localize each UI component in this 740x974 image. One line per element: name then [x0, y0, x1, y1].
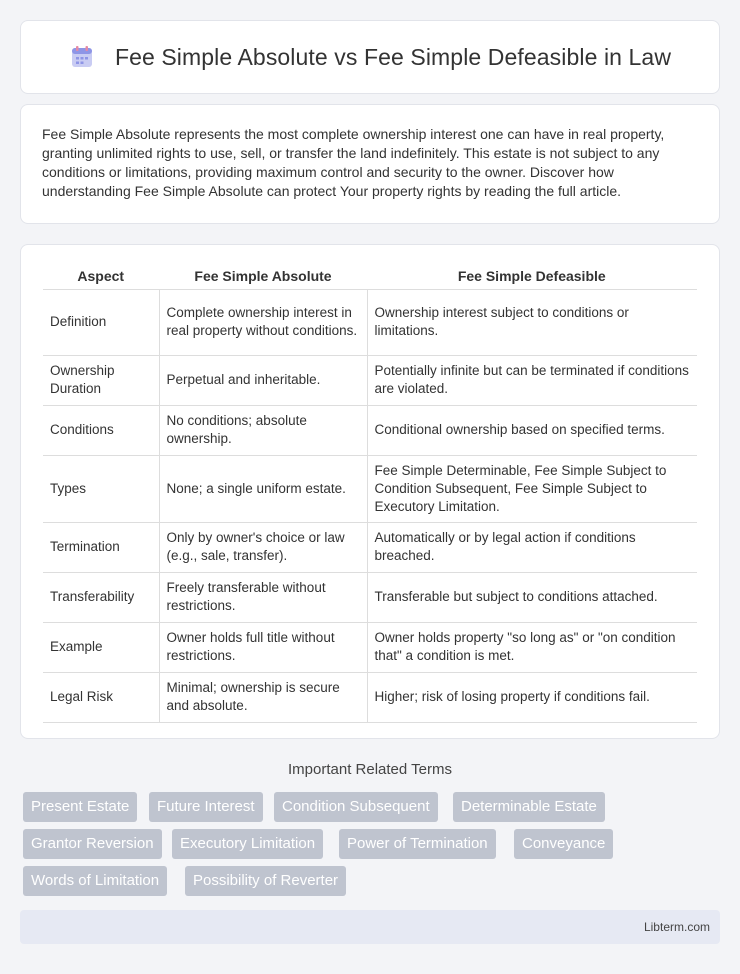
table-cell: None; a single uniform estate.	[159, 455, 367, 522]
table-row	[43, 522, 697, 572]
table-cell: Freely transferable without restrictions.	[159, 572, 367, 622]
tag-condition-subsequent[interactable]: Condition Subsequent	[274, 792, 438, 822]
table-cell: Complete ownership interest in real property without conditions.	[159, 289, 367, 355]
table-cell: Termination	[43, 522, 159, 572]
tag-future-interest[interactable]: Future Interest	[149, 792, 263, 822]
tag-present-estate[interactable]: Present Estate	[23, 792, 137, 822]
footer	[20, 910, 720, 944]
header-card	[20, 20, 720, 94]
table-cell: Automatically or by legal action if conditions breached.	[367, 522, 697, 572]
table-cell: Owner holds full title without restrictions.	[159, 622, 367, 672]
table-cell: Conditional ownership based on specified terms.	[367, 405, 697, 455]
header-fee-simple-defeasible: Fee Simple Defeasible	[367, 265, 697, 289]
intro-card	[20, 104, 720, 224]
tag-conveyance[interactable]: Conveyance	[514, 829, 613, 859]
table-cell: Types	[43, 455, 159, 522]
table-row	[43, 622, 697, 672]
table-cell: Only by owner's choice or law (e.g., sale, transfer).	[159, 522, 367, 572]
table-row	[43, 355, 697, 405]
tag-possibility-of-reverter[interactable]: Possibility of Reverter	[185, 866, 346, 896]
comparison-table	[43, 265, 697, 723]
table-header-row	[43, 265, 697, 289]
table-row	[43, 672, 697, 722]
table-cell: Ownership interest subject to conditions or limitations.	[367, 289, 697, 355]
table-cell: Transferable but subject to conditions attached.	[367, 572, 697, 622]
table-cell: Higher; risk of losing property if conditions fail.	[367, 672, 697, 722]
table-cell: Minimal; ownership is secure and absolute.	[159, 672, 367, 722]
table-cell: Conditions	[43, 405, 159, 455]
tag-executory-limitation[interactable]: Executory Limitation	[172, 829, 323, 859]
table-cell: Potentially infinite but can be terminated if conditions are violated.	[367, 355, 697, 405]
intro-text: Fee Simple Absolute represents the most complete ownership interest one can have in real property, granting unlimited rights to use, sell, or transfer the land indefinitely. This estate is not subject to any conditions or limitations, providing maximum control and security to the owner. Discover how understanding Fee Simple Absolute can protect Your property rights by reading the full article.	[42, 126, 665, 199]
table-cell: Example	[43, 622, 159, 672]
table-cell: Perpetual and inheritable.	[159, 355, 367, 405]
tag-power-of-termination[interactable]: Power of Termination	[339, 829, 496, 859]
table-row	[43, 405, 697, 455]
table-cell: Definition	[43, 289, 159, 355]
tag-grantor-reversion[interactable]: Grantor Reversion	[23, 829, 162, 859]
header	[69, 44, 671, 71]
table-cell: Transferability	[43, 572, 159, 622]
header-aspect: Aspect	[43, 265, 159, 289]
calendar-icon	[69, 44, 95, 70]
header-fee-simple-absolute: Fee Simple Absolute	[159, 265, 367, 289]
table-row	[43, 455, 697, 522]
table-row	[43, 572, 697, 622]
table-cell: Fee Simple Determinable, Fee Simple Subject to Condition Subsequent, Fee Simple Subject to Executory Limitation.	[367, 455, 697, 522]
table-cell: No conditions; absolute ownership.	[159, 405, 367, 455]
related-terms-title: Important Related Terms	[288, 761, 452, 778]
comparison-table-card	[20, 244, 720, 739]
table-cell: Ownership Duration	[43, 355, 159, 405]
table-row	[43, 289, 697, 355]
table-cell: Legal Risk	[43, 672, 159, 722]
page-title: Fee Simple Absolute vs Fee Simple Defeasible in Law	[114, 43, 672, 70]
footer-site-link[interactable]: Libterm.com	[643, 920, 710, 934]
table-cell: Owner holds property "so long as" or "on condition that" a condition is met.	[367, 622, 697, 672]
tag-words-of-limitation[interactable]: Words of Limitation	[23, 866, 167, 896]
tag-determinable-estate[interactable]: Determinable Estate	[453, 792, 605, 822]
